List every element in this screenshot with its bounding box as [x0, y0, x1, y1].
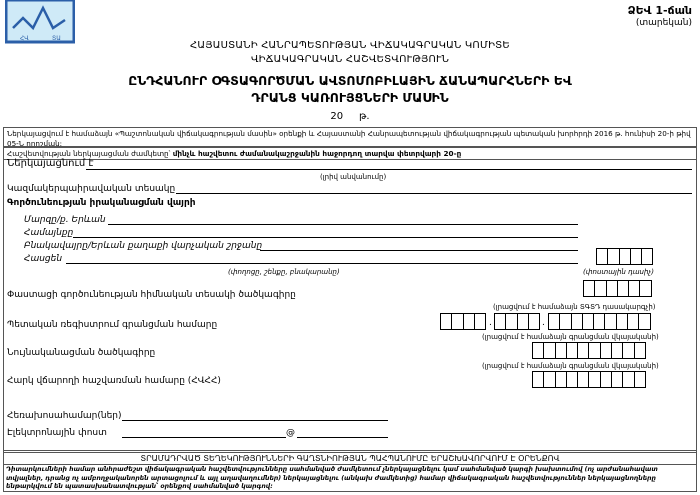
legal-basis: Ներկայացվում է համաձայն «Պաշտոնական վիճակագրության մասին» օրենքի և Հայաստանի Հանրապետության վիճակագրության պետական խորհրդի 2016 թ. հունիսի 20-ի թիվ 05-Ն որոշման:	[7, 129, 691, 148]
form-title-2: ԴՐԱՆՑ ԿԱՌՈՒՅՑՆԵՐԻ ՄԱՍԻՆ	[251, 90, 449, 105]
registry-separator: .	[542, 318, 545, 328]
registry-label: Պետական ռեգիստրում գրանցման համարը	[7, 320, 218, 330]
activity-hint: (լրացվում է համաձայն ՏԳՏԴ դասակարգչի)	[493, 303, 656, 311]
community-label: Համայնքը	[24, 228, 74, 238]
armstat-logo	[5, 0, 75, 44]
periodicity: (տարեկան)	[635, 18, 692, 28]
postal-hint: (փոստային դասիչ)	[583, 268, 654, 276]
deadline-label: Հաշվետվության ներկայացման ժամկետը՝	[7, 149, 173, 158]
registry-cells-1[interactable]	[440, 313, 486, 330]
org-subtitle: ՎԻՃԱԿԱԳՐԱԿԱՆ ՀԱՇՎԵՏՎՈՒԹՅՈՒՆ	[250, 54, 450, 65]
email-user-input[interactable]	[122, 437, 286, 438]
deadline	[7, 149, 461, 158]
address-label: Հասցեն	[24, 254, 63, 264]
registry-cells-3[interactable]	[548, 313, 651, 330]
liability-note: Դիտարկումների համար անհրաժեշտ վիճակագրական հաշվետվությունները սահմանված ժամկետում չներկայացնելու կամ սահմանված կարգի խախտումով (ոչ արժանահավատ տվյալներ, դրանց ոչ ամբողջականորեն արտացոլում և այլ աղավաղումներ) ներկայացնելու (անկախ ժամկետից) համար վիճակագրական հաշվետվություններ ներկայացնողները ենթարկվում են պատասխանատվության՝ օրենքով սահմանված կարգով:	[6, 466, 658, 490]
activity-code-label: Փաստացի գործունեության հիմնական տեսակի ծածկագիրը	[7, 290, 296, 300]
identification-hint: (լրացվում է համաձայն գրանցման վկայականի)	[482, 362, 659, 370]
postal-code-cells[interactable]	[596, 248, 653, 265]
registry-separator: .	[489, 318, 492, 328]
confidentiality-notice: ՏՐԱՄԱԴՐՎԱԾ ՏԵՂԵԿՈՒԹՅՈՒՆՆԵՐԻ ԳԱՂՏՆԻՈՒԹՅԱՆ ՊԱՀՊԱՆՈՒՄԸ ԵՐԱՇԽԱՎՈՐՎՈՒՄ Է ՕՐԵՆՔՈՎ	[140, 454, 560, 463]
address-input[interactable]	[66, 263, 578, 264]
form-title-1: ԸՆԴՀԱՆՈՒՐ ՕԳՏԱԳՈՐԾՄԱՆ ԱՎՏՈՄՈԲԻԼԱՅԻՆ ՃԱՆԱՊԱՐՀՆԵՐԻ ԵՎ	[128, 73, 572, 88]
phone-label: Հեռախոսահամար(ներ)	[7, 411, 122, 421]
email-at: @	[286, 428, 295, 438]
form-code: ՁԵՎ 1-ճան	[627, 4, 692, 17]
activity-code-cells[interactable]	[583, 280, 652, 297]
location-heading: Գործունեության իրականացման վայրի	[7, 198, 196, 208]
phone-input[interactable]	[122, 420, 388, 421]
address-hint: (փողոցը, շենքը, բնակարանը)	[228, 268, 340, 276]
legal-form-label: Կազմակերպաիրավական տեսակը	[7, 184, 176, 194]
email-label: Էլեկտրոնային փոստ	[7, 428, 107, 438]
registry-hint: (լրացվում է համաձայն գրանցման վկայականի)	[482, 333, 659, 341]
submitter-label: Ներկայացնում է	[7, 158, 94, 169]
identification-cells[interactable]	[532, 342, 646, 359]
community-input[interactable]	[73, 237, 578, 238]
region-label: Մարզը/ք. Երևան	[24, 215, 106, 225]
org-name: ՀԱՅԱՍՏԱՆԻ ՀԱՆՐԱՊԵՏՈՒԹՅԱՆ ՎԻՃԱԿԱԳՐԱԿԱՆ ԿՈՄԻՏԵ	[190, 40, 510, 51]
settlement-label: Բնակավայրը/Երևան քաղաքի վարչական շրջանը	[24, 241, 263, 251]
tax-number-label: Հարկ վճարողի հաշվառման համարը (ՀՎՀՀ)	[7, 376, 221, 386]
settlement-input[interactable]	[260, 250, 578, 251]
svg-text:ՏԱ: ՏԱ	[52, 35, 61, 42]
submitter-input[interactable]	[86, 169, 692, 170]
identification-label: Նույնականացման ծածկագիրը	[7, 348, 156, 358]
deadline-value: մինչև հաշվետու ժամանակաշրջանին հաջորդող տարվա փետրվարի 20-ը	[172, 149, 462, 158]
registry-cells-2[interactable]	[494, 313, 540, 330]
svg-text:ՀՎ: ՀՎ	[20, 35, 29, 42]
legal-form-input[interactable]	[176, 193, 692, 194]
year-line: 20 թ.	[330, 111, 370, 122]
submitter-hint: (լրիվ անվանումը)	[320, 173, 387, 181]
email-domain-input[interactable]	[297, 437, 388, 438]
tax-number-cells[interactable]	[532, 371, 646, 388]
region-input[interactable]	[108, 224, 578, 225]
